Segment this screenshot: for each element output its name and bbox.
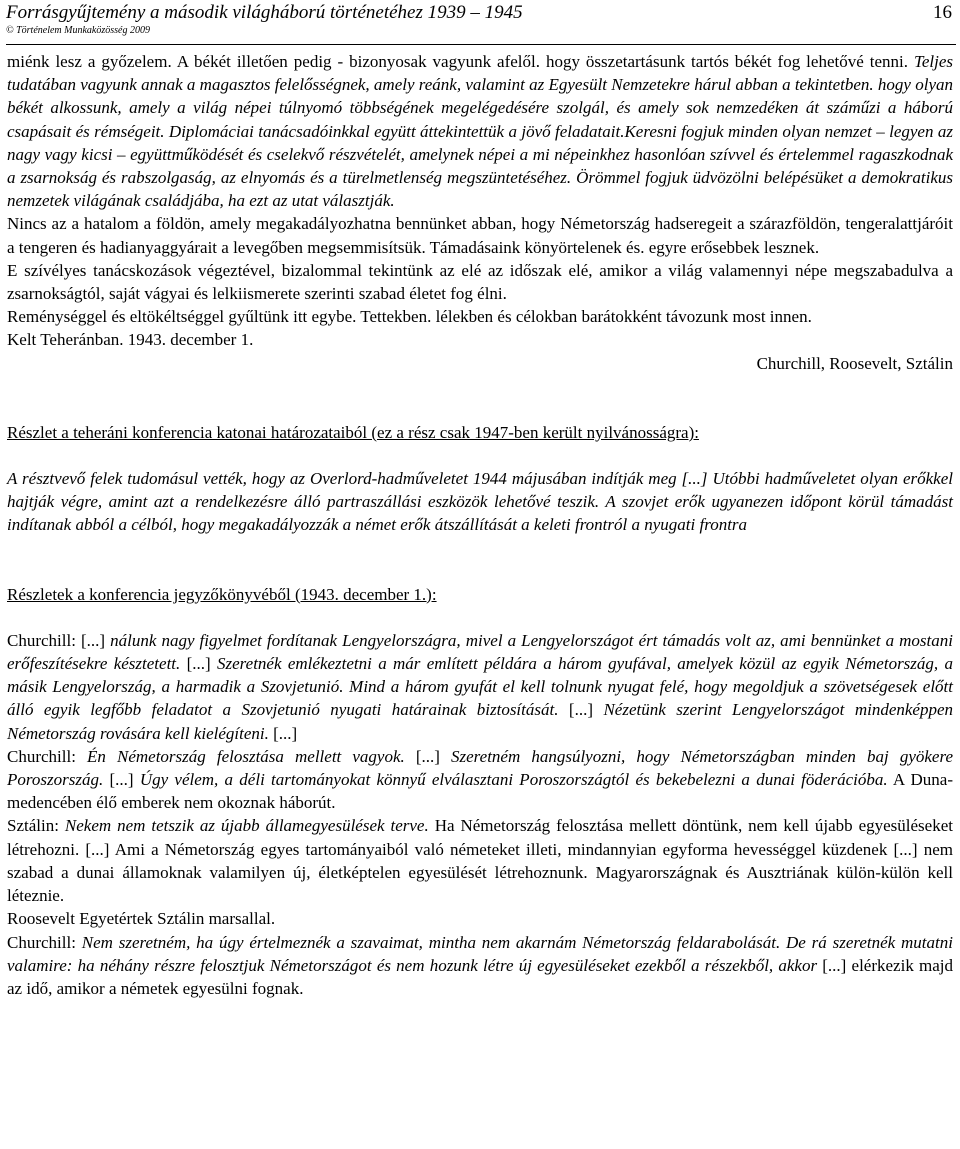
speaker: Sztálin: — [7, 816, 65, 836]
paragraph: A résztvevő felek tudomásul vették, hogy az Overlord-hadműveletet 1944 májusában indítják meg [...] Utóbbi hadműveletet olyan erőkkel hajtják végre, amint azt a rendelkezésre álló partraszállási eszközök lehetővé teszik. A szovjet erők ugyanezen időpont körül támadást indítanak abból a célból, hogy megakadályozzák a német erők átszállítását a keleti frontról a nyugati frontra — [7, 469, 953, 535]
dialogue-entry — [7, 629, 953, 745]
speaker: Churchill: — [7, 630, 81, 650]
text-run-italic: Úgy vélem, a déli tartományokat könnyű elválasztani Poroszországtól és bekebelezni a dunai föderációba. — [139, 770, 888, 790]
paragraph: E szívélyes tanácskozások végeztével, bizalommal tekintünk az elé az időszak elé, amikor a világ valamennyi népe megszabadulva a zsarnokságtól, saját vágyai és lelkiismerete szerinti szabad életet fog élni. — [7, 260, 953, 304]
paragraph: Nincs az a hatalom a földön, amely megakadályozhatna bennünket abban, hogy Németország hadseregeit a szárazföldön, tengeralattjáróit a tengeren és hadianyaggyárait a levegőben megsemmisítsük. Támadásaink könyörtelenek és. egyre erősebbek lesznek. — [7, 214, 953, 257]
text-run: [...] — [558, 700, 604, 720]
spacer — [7, 444, 953, 467]
header-copyright: © Történelem Munkaközösség 2009 — [6, 25, 150, 36]
dialogue-entry: Roosevelt Egyetértek Sztálin marsallal. — [7, 909, 276, 929]
speaker: Churchill: — [7, 932, 82, 952]
text-run-italic: Szeretném hangsúlyozni, hogy Németországban minden baj gyökere Poroszország. — [7, 746, 953, 790]
text-run-italic: Nekem nem tetszik az újabb államegyesülések terve. — [64, 816, 429, 836]
text-run: [...] — [268, 723, 298, 743]
spacer — [7, 606, 953, 629]
text-run-italic: Nem szeretném, ha úgy értelmeznék a szavaimat, mintha nem akarnám Németország feldarabolását. De rá szeretnék mutatni valamire: ha néhány részre felosztjuk Németországot és nem hozunk létre új egyesüléseket ezekből a részekből, akkor — [7, 932, 953, 975]
document-body — [7, 50, 953, 1000]
spacer — [7, 375, 953, 421]
speaker: Churchill: — [7, 746, 88, 766]
text-run-italic: Nézetünk szerint Lengyelországot mindenképpen Németország rovására kell kielégíteni. — [7, 700, 954, 743]
text-run-italic: Teljes tudatában vagyunk annak a magasztos felelősségnek, amely reánk, valamint az Egyesült Nemzetekre hárul abban a tekintetben. hogy olyan békét alkossunk, amely a világ népei túlnyomó többségének megelégedésére szolgál, és amely sok nemzedéken át száműzi a háború csapásait és rémségeit. Diplomáciai tanácsadóinkkal együtt áttekintettük a jövő feladatait. — [7, 52, 953, 141]
text-run: [...] — [180, 654, 218, 674]
text-run: Ha Németország felosztása mellett döntünk, nem kell újabb egyesüléseket létrehozni. [...] Ami a Németország egyes tartományaiból való németeket illeti, mindannyian egyforma hevességgel küzdenek [...] nem szabad a dunai államoknak valamilyen új, életképtelen egyesülését létrehoznunk. Magyarországnak és Ausztriának külön-külön kell léteznie. — [7, 816, 953, 906]
page-number: 16 — [933, 2, 952, 23]
paragraph: Reménységgel és eltökéltséggel gyűltünk itt egybe. Tettekben. lélekben és célokban barátokként távozunk most innen. — [7, 307, 812, 327]
text-run: miénk lesz a győzelem. A békét illetően pedig - bizonyosak vagyunk afelől. hogy összetartásunk tartós békét fog lehetővé tenni. — [7, 52, 908, 71]
dialogue-entry — [7, 745, 953, 815]
paragraph — [7, 50, 953, 212]
section-heading: Részlet a teheráni konferencia katonai határozataiból (ez a rész csak 1947-ben került nyilvánosságra): — [7, 422, 699, 442]
text-run: [...] — [103, 770, 140, 790]
signature: Churchill, Roosevelt, Sztálin — [756, 353, 953, 373]
header-title: Forrásgyűjtemény a második világháború történetéhez 1939 – 1945 — [6, 2, 523, 23]
text-run: [...] — [81, 630, 111, 650]
text-run-italic: Keresni fogjuk minden olyan nemzet – legyen az nagy vagy kicsi – együttműködését és cselekvő részvételét, amelynek népei a mi népeinkhez hasonlóan szívvel és értelemmel ragaszkodnak a zsarnokság és rabszolgaság, az elnyomás és a türelmetlenség megszüntetéséhez. Örömmel fogjuk üdvözölni belépésüket a demokratikus nemzetek világának családjába, ha ezt az utat választják. — [7, 121, 953, 211]
text-run: [...] — [404, 746, 451, 766]
text-run-italic: nálunk nagy figyelmet fordítanak Lengyelországra, mivel a Lengyelországot ért támadás volt az, ami bennünket a mostani erőfeszítésekre késztetett. — [7, 630, 953, 674]
dialogue-entry — [7, 814, 953, 907]
text-run: [...] elérkezik majd az idő, amikor a németek egyesülni fognak. — [7, 955, 954, 998]
dialogue-entry — [7, 931, 953, 1001]
text-run-italic: Én Németország felosztása mellett vagyok. — [87, 746, 405, 766]
section-heading: Részletek a konferencia jegyzőkönyvéből (1943. december 1.): — [7, 584, 437, 604]
date-line: Kelt Teheránban. 1943. december 1. — [7, 330, 254, 350]
page-header — [6, 0, 956, 45]
text-run: A Duna-medencében élő emberek nem okoznak háborút. — [7, 770, 954, 813]
spacer — [7, 537, 953, 583]
text-run-italic: Szeretnék emlékeztetni a már említett példára a három gyufával, amelyek közül az egyik Németország, a másik Lengyelország, a harmadik a Szovjetunió. Mind a három gyufát el kell tolnunk nyugat felé, hogy megoldjuk a szövetségesek előtt álló egyik legfőbb feladatot a Szovjetunió nyugati határainak biztosítását. — [7, 654, 953, 720]
